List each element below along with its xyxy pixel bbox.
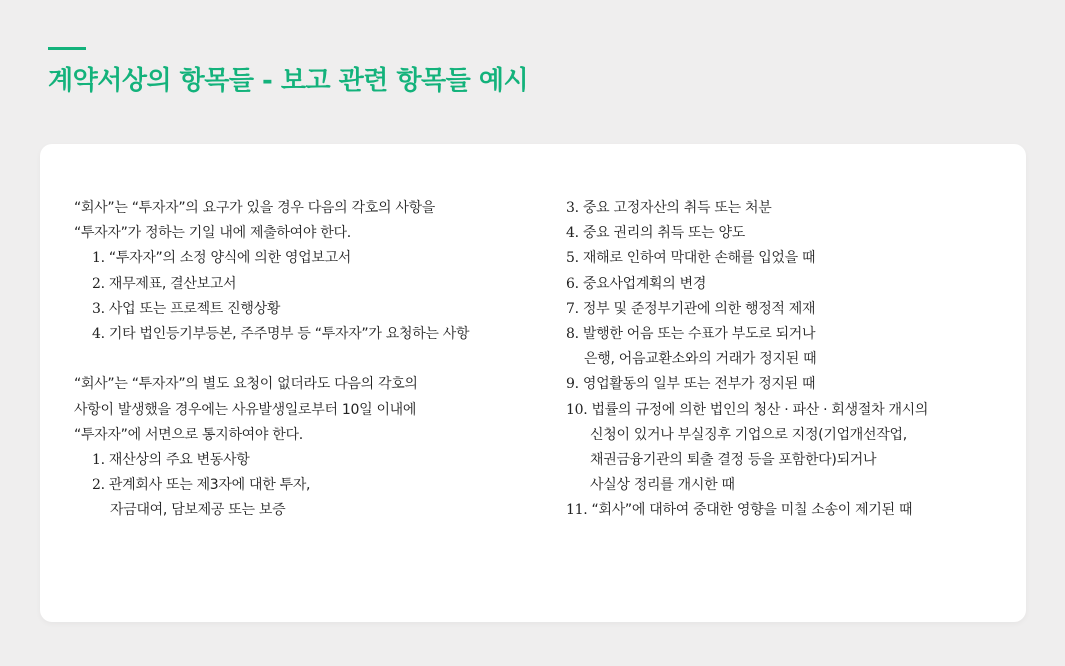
item-text: 사업 또는 프로젝트 진행상황 bbox=[108, 300, 281, 317]
item-number: 3. bbox=[92, 300, 105, 317]
item-text: 법률의 규정에 의한 법인의 청산 · 파산 · 회생절차 개시의 bbox=[591, 401, 929, 418]
list-item-continuation: 은행, 어음교환소와의 거래가 정지된 때 bbox=[584, 351, 817, 368]
item-number: 7. bbox=[566, 300, 579, 317]
item-text: “투자자”의 소정 양식에 의한 영업보고서 bbox=[108, 250, 352, 267]
item-text: 중요사업계획의 변경 bbox=[582, 275, 707, 292]
list-item-continuation: 채권금융기관의 퇴출 결정 등을 포함한다)되거나 bbox=[590, 451, 877, 468]
block2-intro-line: 사항이 발생했을 경우에는 사유발생일로부터 10일 이내에 bbox=[74, 401, 417, 418]
list-item bbox=[566, 297, 1006, 322]
item-text: 재산상의 주요 변동사항 bbox=[108, 451, 250, 468]
item-number: 6. bbox=[566, 275, 579, 292]
list-item bbox=[566, 221, 1006, 246]
item-number: 8. bbox=[566, 325, 579, 342]
list-item bbox=[74, 246, 544, 271]
list-item bbox=[566, 398, 1006, 423]
list-item bbox=[566, 322, 1006, 347]
content-card bbox=[40, 144, 1026, 622]
spacer bbox=[74, 347, 544, 372]
list-item bbox=[74, 448, 544, 473]
list-item bbox=[566, 272, 1006, 297]
item-text: 중요 고정자산의 취득 또는 처분 bbox=[582, 200, 772, 216]
block2-intro-line: “투자자”에 서면으로 통지하여야 한다. bbox=[74, 426, 303, 443]
right-column bbox=[566, 196, 1006, 523]
list-item bbox=[566, 498, 1006, 523]
list-item bbox=[74, 322, 544, 347]
item-number: 5. bbox=[566, 250, 579, 267]
item-text: 재무제표, 결산보고서 bbox=[108, 275, 237, 292]
item-number: 2. bbox=[92, 275, 105, 292]
page-title: 계약서상의 항목들 - 보고 관련 항목들 예시 bbox=[48, 66, 529, 96]
list-item-continuation: 사실상 정리를 개시한 때 bbox=[590, 477, 735, 494]
list-item bbox=[566, 372, 1006, 397]
item-number: 1. bbox=[92, 250, 105, 267]
list-item bbox=[74, 473, 544, 498]
list-item bbox=[74, 272, 544, 297]
block1-intro-line: “투자자”가 정하는 기일 내에 제출하여야 한다. bbox=[74, 225, 351, 242]
item-text: 정부 및 준정부기관에 의한 행정적 제재 bbox=[582, 300, 816, 317]
list-item-continuation: 신청이 있거나 부실징후 기업으로 지정(기업개선작업, bbox=[590, 426, 907, 443]
item-text: 관계회사 또는 제3자에 대한 투자, bbox=[108, 477, 311, 494]
block2-intro-line: “회사”는 “투자자”의 별도 요청이 없더라도 다음의 각호의 bbox=[74, 376, 418, 393]
item-text: 영업활동의 일부 또는 전부가 정지된 때 bbox=[582, 376, 816, 393]
item-text: 기타 법인등기부등본, 주주명부 등 “투자자”가 요청하는 사항 bbox=[108, 325, 470, 342]
item-number: 2. bbox=[92, 477, 105, 494]
list-item bbox=[74, 297, 544, 322]
item-text: “회사”에 대하여 중대한 영향을 미칠 소송이 제기된 때 bbox=[591, 502, 913, 519]
item-number: 4. bbox=[92, 325, 105, 342]
title-accent-bar bbox=[48, 47, 86, 50]
list-item bbox=[566, 196, 1006, 221]
block1-intro-line: “회사”는 “투자자”의 요구가 있을 경우 다음의 각호의 사항을 bbox=[74, 200, 436, 216]
item-number: 3. bbox=[566, 200, 579, 216]
item-number: 9. bbox=[566, 376, 579, 393]
item-number: 11. bbox=[566, 502, 588, 519]
left-column bbox=[74, 196, 544, 523]
list-item bbox=[566, 246, 1006, 271]
item-text: 발행한 어음 또는 수표가 부도로 되거나 bbox=[582, 325, 816, 342]
list-item-continuation: 자금대여, 담보제공 또는 보증 bbox=[110, 502, 286, 519]
item-number: 1. bbox=[92, 451, 105, 468]
item-text: 재해로 인하여 막대한 손해를 입었을 때 bbox=[582, 250, 816, 267]
item-number: 10. bbox=[566, 401, 588, 418]
item-text: 중요 권리의 취득 또는 양도 bbox=[582, 225, 745, 242]
item-number: 4. bbox=[566, 225, 579, 242]
